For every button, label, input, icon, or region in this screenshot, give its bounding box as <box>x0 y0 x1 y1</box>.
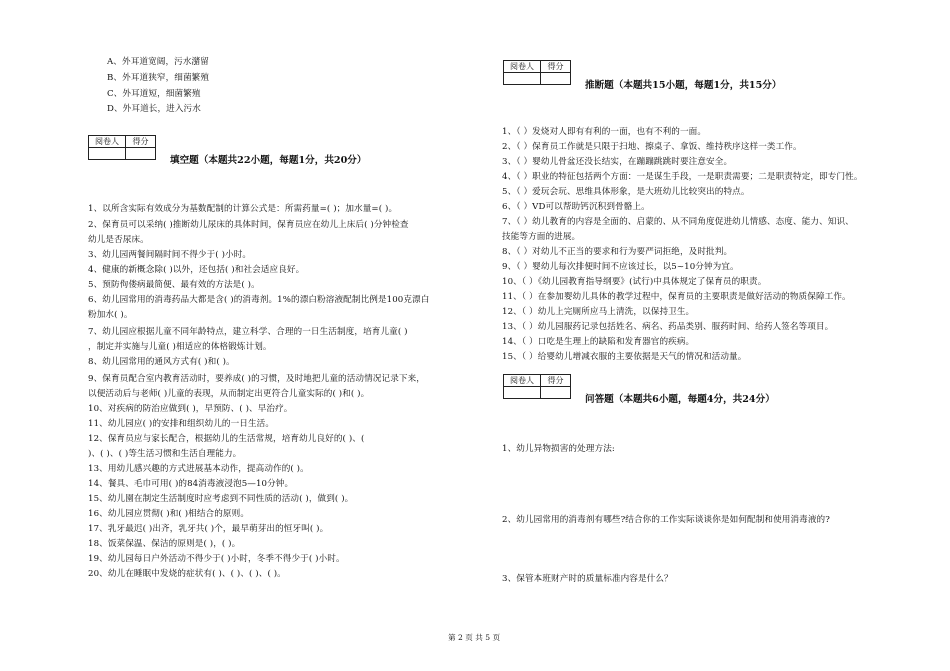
grader-label: 阅卷人 <box>504 61 541 73</box>
judgment-line: 3、（ ）婴幼儿骨盆还没长结实，在蹦蹦跳跳时要注意安全。 <box>502 157 733 167</box>
score-cell[interactable] <box>541 73 571 85</box>
option-d: D、外耳道长，进入污水 <box>107 104 201 114</box>
judgment-line: 10、（ ）《幼儿园教育指导纲要》(试行)中具体规定了保育员的职责。 <box>502 277 767 287</box>
grader-cell[interactable] <box>504 387 541 399</box>
judgment-line: 5、（ ）爱玩会玩、思维具体形象，是大班幼儿比较突出的特点。 <box>502 187 750 197</box>
question-line: 以便活动后与老师( )儿童的表现，从而制定出更符合儿童实际的( )和( )。 <box>88 389 370 399</box>
question-line: 18、饭菜保温、保洁的原则是( )，( )。 <box>88 539 241 549</box>
question-line: 5、预防佝偻病最简便、最有效的方法是( )。 <box>88 280 260 290</box>
option-b: B、外耳道狭窄，细菌繁殖 <box>107 73 210 83</box>
question-line: 12、保育员应与家长配合，根据幼儿的生活常规，培育幼儿良好的( )、( <box>88 434 365 444</box>
judgment-line: 11、（ ）在参加婴幼儿具体的教学过程中，保育员的主要职责是做好活动的物质保障工作。 <box>502 292 851 302</box>
judgment-line: 6、（ ）VD可以帮助钙沉积到骨骼上。 <box>502 202 650 212</box>
page-number: 第 2 页 共 5 页 <box>448 633 501 642</box>
question-line: 幼儿是否尿床。 <box>88 235 149 245</box>
grader-label: 阅卷人 <box>504 375 541 387</box>
question-line: 2、保育员可以采纳( )推断幼儿尿床的具体时间，保育员应在幼儿上床后( )分钟检查 <box>88 220 409 230</box>
score-label: 得分 <box>541 61 571 73</box>
judgment-line: 14、（ ）口吃是生理上的缺陷和发育器官的疾病。 <box>502 337 695 347</box>
question-line: 11、幼儿园应( )的安排和组织幼儿的一日生活。 <box>88 419 275 429</box>
question-line: ，制定并实施与儿童( )相适应的体格锻炼计划。 <box>88 342 272 352</box>
question-line: 13、用幼儿感兴趣的方式进展基本动作，提高动作的( )。 <box>88 464 309 474</box>
fill-in-questions <box>88 203 429 581</box>
section-title-judgment: 推断题（本题共15小题，每题1分，共15分） <box>585 80 782 91</box>
question-line: 15、幼儿園在制定生活制度时应考虑到不同性质的活动( )，做到( )。 <box>88 494 354 504</box>
judgment-line: 8、（ ）对幼儿不正当的要求和行为要严词拒绝，及时批判。 <box>502 247 733 257</box>
qa-question-3: 3、保管本班财产时的质量标准内容是什么？ <box>502 574 673 584</box>
score-box <box>503 60 571 85</box>
option-a: A、外耳道宽阔，污水潴留 <box>107 57 209 67</box>
score-box <box>503 374 571 399</box>
judgment-line: 1、（ ）发烧对人即有有利的一面，也有不利的一面。 <box>502 127 707 137</box>
grader-cell[interactable] <box>504 73 541 85</box>
question-line: 19、幼儿园每日户外活动不得少于( )小时，冬季不得少于( )小时。 <box>88 554 345 564</box>
score-label: 得分 <box>126 136 156 148</box>
score-box <box>88 135 156 160</box>
question-line: 14、餐具、毛巾可用( )的84消毒液浸泡5—10分钟。 <box>88 479 294 489</box>
question-line: 20、幼儿在睡眠中发烧的症状有( )、( )、( )、( )。 <box>88 569 286 579</box>
question-line: 7、幼儿园应根据儿童不同年龄特点，建立科学、合理的一日生活制度，培育儿童( ) <box>88 327 408 337</box>
question-line: 4、健康的新概念除( )以外，还包括( )和社会适应良好。 <box>88 265 305 275</box>
section-title-fill-in: 填空题（本题共22小题，每题1分，共20分） <box>170 155 367 166</box>
qa-question-1: 1、幼儿异物损害的处理方法: <box>502 444 615 454</box>
judgment-line: 7、（ ）幼儿教育的内容是全面的、启蒙的、从不同角度促进幼儿情感、态度、能力、知识、 <box>502 217 854 227</box>
score-label: 得分 <box>541 375 571 387</box>
section-title-qa: 问答题（本题共6小题，每题4分，共24分） <box>585 394 775 405</box>
right-column <box>475 0 950 671</box>
judgment-questions <box>502 126 863 364</box>
judgment-line: 15、（ ）给婴幼儿增减衣服的主要依据是天气的情况和活动量。 <box>502 352 747 362</box>
question-line: 9、保育员配合室内教育活动时，要养成( )的习惯，及时地把儿童的活动情况记录下来， <box>88 374 425 384</box>
question-line: 粉加水( )。 <box>88 310 133 320</box>
judgment-line: 技能等方面的进展。 <box>502 232 581 242</box>
question-line: 3、幼儿园两餐间隔时间不得少于( )小时。 <box>88 250 252 260</box>
grader-cell[interactable] <box>89 148 126 160</box>
grader-label: 阅卷人 <box>89 136 126 148</box>
judgment-line: 9、（ ）婴幼儿每次排便时间不应该过长，以5~10分钟为宜。 <box>502 262 739 272</box>
question-line: 8、幼儿园常用的通风方式有( )和( )。 <box>88 357 235 367</box>
question-line: 6、幼儿园常用的消毒药品大都是含( )的消毒剂。1%的漂白粉溶液配制比例是100克漂白 <box>88 295 430 305</box>
question-line: 17、乳牙最迟( )出齐，乳牙共( )个，最早萌芽出的恒牙叫( )。 <box>88 524 329 534</box>
qa-question-2: 2、幼儿园常用的消毒剂有哪些?结合你的工作实际谈谈你是如何配制和使用消毒液的? <box>502 515 830 525</box>
judgment-line: 12、（ ）幼儿上完厕所应马上清洗，以保持卫生。 <box>502 307 695 317</box>
judgment-line: 13、（ ）幼儿园服药记录包括姓名、病名、药品类别、服药时间、给药人签名等项目。 <box>502 322 834 332</box>
question-line: 16、幼儿园应贯彻( )和( )相结合的原则。 <box>88 509 250 519</box>
judgment-line: 4、（ ）职业的特征包括两个方面：一是谋生手段，一是职责需要；二是职责特定，即专门性。 <box>502 172 863 182</box>
option-c: C、外耳道短，细菌繁殖 <box>107 89 201 99</box>
score-cell[interactable] <box>541 387 571 399</box>
question-line: 10、对疾病的防治应做到( )，早预防、( )、早治疗。 <box>88 404 293 414</box>
question-line: 1、以所含实际有效成分为基数配制的计算公式是：所需药量=( )；加水量=( )。 <box>88 204 398 214</box>
judgment-line: 2、（ ）保育员工作就是只限于扫地、擦桌子、拿饭、维持秩序这样一类工作。 <box>502 142 802 152</box>
score-cell[interactable] <box>126 148 156 160</box>
question-line: )、( )、( )等生活习惯和生活自理能力。 <box>88 449 242 459</box>
